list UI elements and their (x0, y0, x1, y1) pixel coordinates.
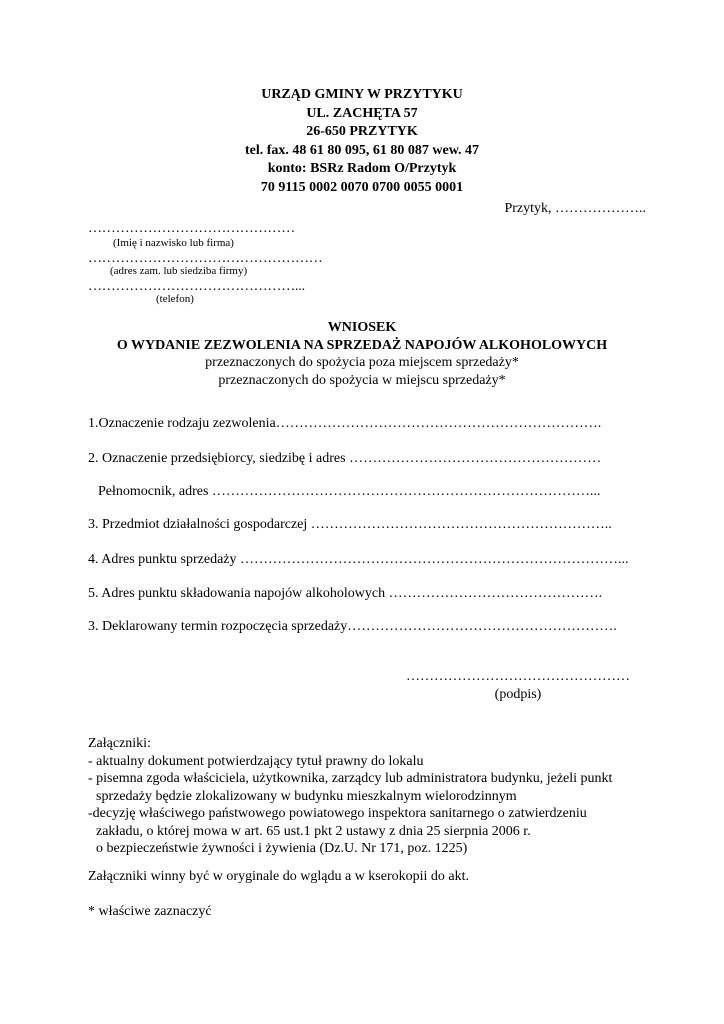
signature-field[interactable]: ………………………………………… (406, 669, 630, 684)
field-storage-address[interactable]: 5. Adres punktu składowania napojów alkoholowych ………………………………………. (88, 586, 603, 601)
sender-phone-field[interactable]: ………………………………………... (88, 279, 305, 294)
field-permit-type[interactable]: 1.Oznaczenie rodzaju zezwolenia……………………………………………………………. (88, 416, 602, 431)
sender-address-caption: (adres zam. lub siedziba firmy) (110, 265, 248, 277)
sender-name-field[interactable]: ……………………………………… (88, 221, 296, 236)
office-account-number: 70 9115 0002 0070 0700 0055 0001 (260, 179, 464, 195)
field-proxy[interactable]: Pełnomocnik, adres ………………………………………………………………………... (98, 484, 601, 499)
sender-address-field[interactable]: …………………………………………… (88, 251, 323, 266)
office-name: URZĄD GMINY W PRZYTYKU (261, 87, 463, 102)
office-street: UL. ZACHĘTA 57 (306, 105, 418, 121)
office-header (0, 86, 724, 197)
attachment-item-sanitary-decision-cont: zakładu, o której mowa w art. 65 ust.1 pkt 2 ustawy z dnia 25 sierpnia 2006 r. (96, 823, 531, 839)
title-subject: O WYDANIE ZEZWOLENIA NA SPRZEDAŻ NAPOJÓW ALKOHOLOWYCH (116, 337, 608, 353)
sender-name-caption: (Imię i nazwisko lub firma) (113, 237, 234, 249)
field-business-activity[interactable]: 3. Przedmiot działalności gospodarczej ……………………………………………………….. (88, 517, 612, 532)
application-title (0, 319, 724, 389)
attachment-item-sanitary-decision-law: o bezpieczeństwie żywności i żywienia (Dz.U. Nr 171, poz. 1225) (96, 841, 468, 856)
field-entrepreneur[interactable]: 2. Oznaczenie przedsiębiorcy, siedzibę i adres ……………………………………………… (88, 451, 602, 466)
attachments-note: Załączniki winny być w oryginale do wglądu a w kserokopii do akt. (88, 869, 470, 884)
attachment-item-owner-consent-cont: sprzedaży będzie zlokalizowany w budynku mieszkalnym wielorodzinnym (96, 788, 517, 804)
field-sales-point-address[interactable]: 4. Adres punktu sprzedaży ………………………………………………………………………... (88, 552, 629, 567)
sender-phone-caption: (telefon) (156, 293, 194, 305)
attachments-heading: Załączniki: (88, 736, 151, 751)
office-phone: tel. fax. 48 61 80 095, 61 80 087 wew. 47 (244, 142, 480, 158)
place-date-field[interactable]: Przytyk, ……………….. (504, 201, 646, 216)
asterisk-note: * właściwe zaznaczyć (88, 904, 212, 919)
attachments-section (88, 735, 640, 858)
signature-block (398, 669, 638, 703)
signature-caption: (podpis) (494, 687, 542, 702)
field-start-date[interactable]: 3. Deklarowany termin rozpoczęcia sprzedaży…………………………………………………. (88, 619, 617, 634)
office-bank: konto: BSRz Radom O/Przytyk (267, 161, 457, 176)
title-option-off-premises: przeznaczonych do spożycia poza miejscem sprzedaży* (205, 355, 519, 370)
attachment-item-owner-consent: - pisemna zgoda właściciela, użytkownika, zarządcy lub administratora budynku, jeżeli punkt (88, 771, 613, 786)
title-wniosek: WNIOSEK (327, 320, 397, 335)
attachment-item-title-document: - aktualny dokument potwierdzający tytuł prawny do lokalu (88, 753, 424, 769)
attachment-item-sanitary-decision: -decyzję właściwego państwowego powiatowego inspektora sanitarnego o zatwierdzeniu (88, 806, 587, 821)
office-postal: 26-650 PRZYTYK (306, 124, 418, 139)
title-option-on-premises: przeznaczonych do spożycia w miejscu sprzedaży* (218, 372, 506, 388)
